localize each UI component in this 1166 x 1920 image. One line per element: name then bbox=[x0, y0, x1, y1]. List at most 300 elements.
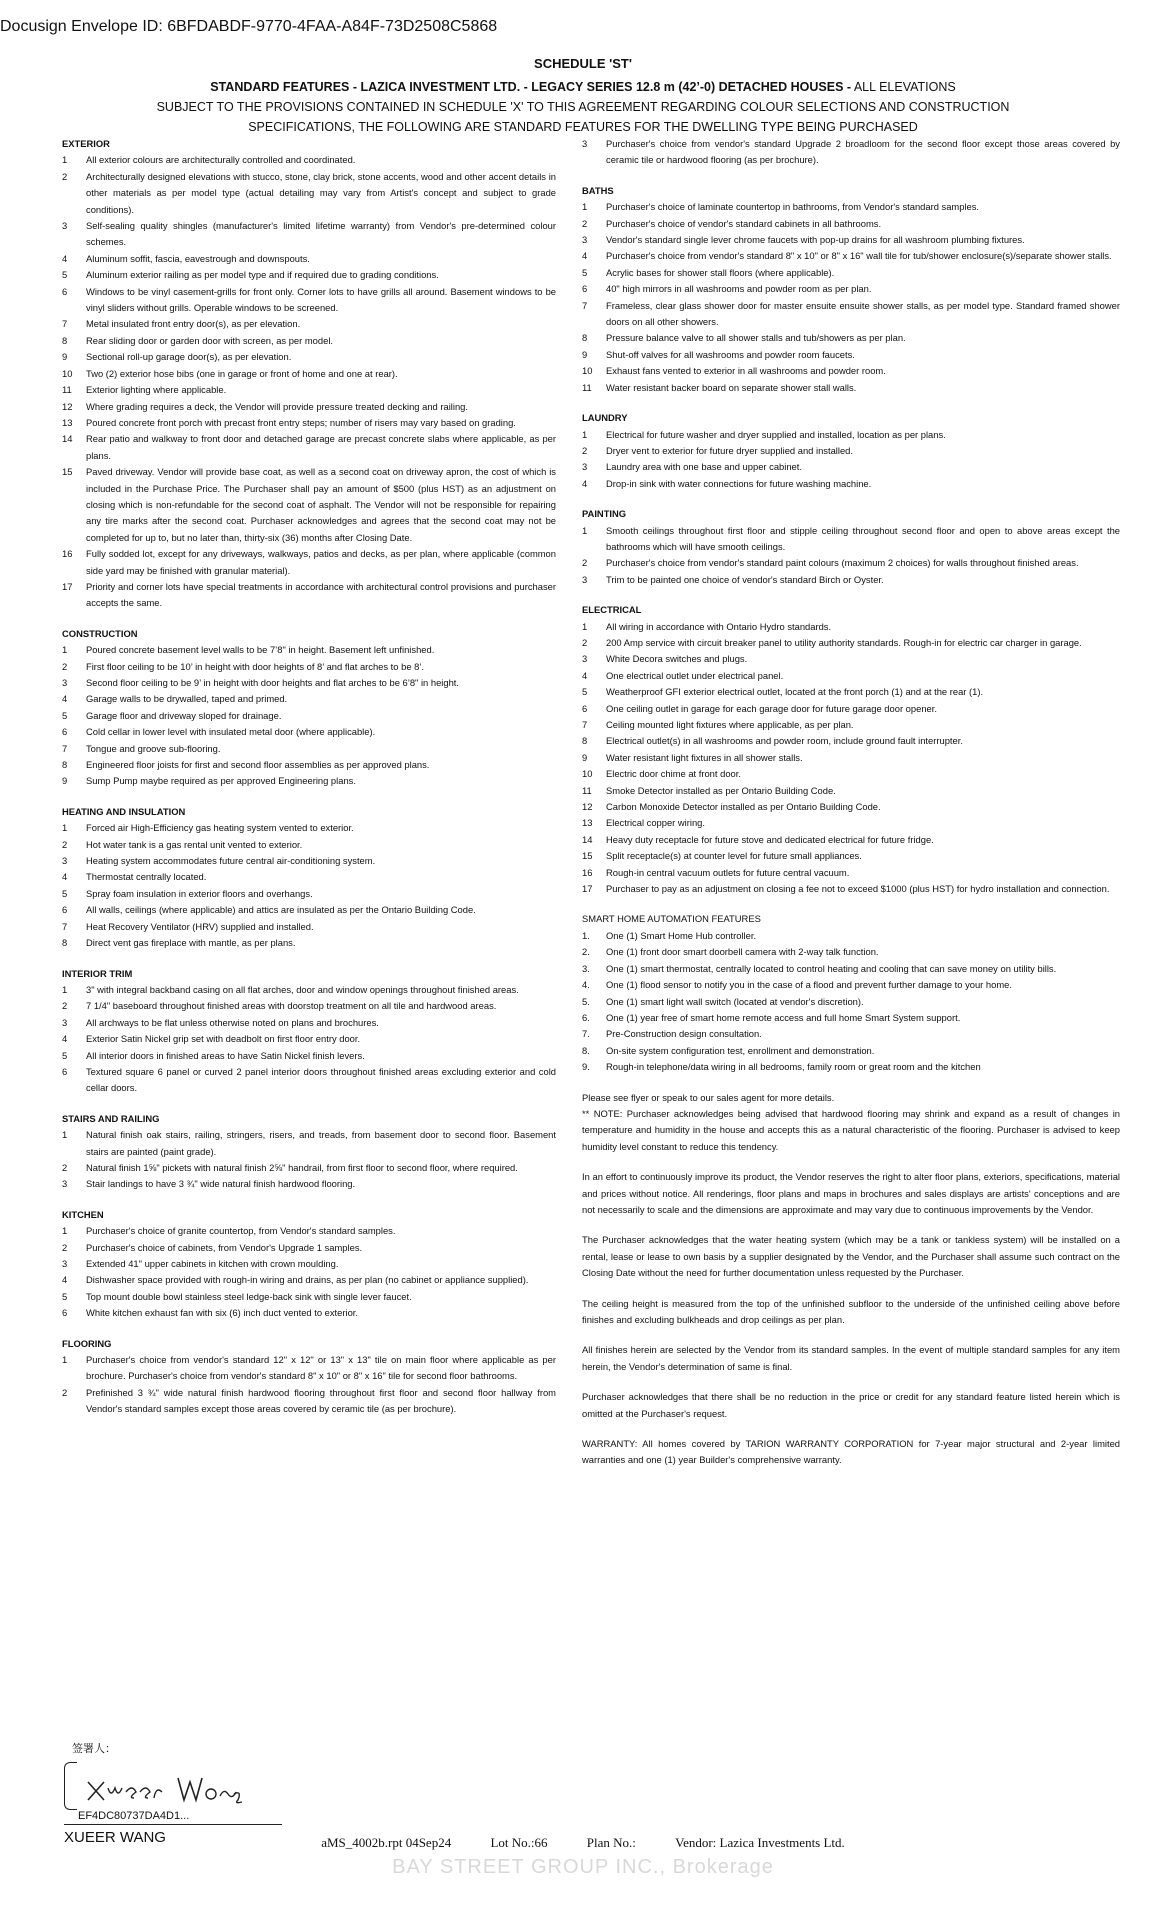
list-item bbox=[62, 366, 556, 382]
item-number: 12 bbox=[62, 400, 73, 412]
item-number: 1 bbox=[62, 154, 68, 166]
list-item bbox=[62, 316, 556, 332]
list-item bbox=[582, 347, 1120, 363]
item-text: Rough-in central vacuum outlets for future central vacuum. bbox=[606, 866, 850, 878]
item-text: 3" with integral backband casing on all flat arches, door and window openings throughout finished areas. bbox=[86, 983, 519, 995]
item-number: 6 bbox=[62, 726, 68, 738]
list-item bbox=[582, 281, 1120, 297]
item-text: White kitchen exhaust fan with six (6) inch duct vented to exterior. bbox=[86, 1307, 359, 1319]
item-text: Purchaser's choice from vendor's standard 8" x 10" or 8" x 16" wall tile for tub/shower enclosure(s)/separate shower stalls. bbox=[606, 250, 1112, 262]
list-item bbox=[62, 546, 556, 579]
item-number: 3 bbox=[62, 1258, 68, 1269]
section-title: ELECTRICAL bbox=[582, 604, 642, 616]
item-text: Fully sodded lot, except for any driveways, walkways, patios and decks, as per plan, where applicable (common side yard may be finished with granular material). bbox=[86, 548, 556, 576]
list-item bbox=[62, 431, 556, 464]
item-number: 5 bbox=[582, 266, 588, 278]
item-text: All exterior colours are architecturally controlled and coordinated. bbox=[86, 154, 356, 166]
item-text: White Decora switches and plugs. bbox=[606, 653, 748, 665]
item-text: Prefinished 3 ¾" wide natural finish hardwood flooring throughout first floor and second floor hallway from Vendor's standard samples except those areas covered by ceramic tile (as per brochure). bbox=[86, 1386, 556, 1415]
footer-file: aMS_4002b.rpt 04Sep24 bbox=[321, 1835, 452, 1850]
list-item bbox=[582, 572, 1120, 588]
envelope-id: Docusign Envelope ID: 6BFDABDF-9770-4FAA-A84F-73D2508C5868 bbox=[0, 18, 498, 35]
signature-rule bbox=[64, 1824, 282, 1825]
item-number: 2. bbox=[582, 946, 590, 958]
item-number: 6 bbox=[582, 702, 588, 714]
item-number: 13 bbox=[62, 416, 73, 428]
item-number: 5. bbox=[582, 995, 590, 1007]
item-text: Rear patio and walkway to front door and detached garage are precast concrete slabs where applicable, as per plans. bbox=[86, 433, 556, 461]
item-text: On-site system configuration test, enrollment and demonstration. bbox=[606, 1044, 875, 1056]
item-number: 2 bbox=[62, 1241, 68, 1253]
item-number: 3 bbox=[62, 220, 68, 232]
note-water-heating: The Purchaser acknowledges that the water heating system (which may be a tank or tankless system) will be installed on a rental, lease or lease to own basis by a supplier designated by the Vendor, and the Purchaser shall assume such contract on the Closing Date without the need for further documentation unless requested by the Purchaser. bbox=[582, 1234, 1120, 1279]
item-text: Electrical copper wiring. bbox=[606, 817, 705, 829]
item-text: Spray foam insulation in exterior floors and overhangs. bbox=[86, 887, 313, 899]
list-item bbox=[62, 708, 556, 724]
item-text: Pre-Construction design consultation. bbox=[606, 1028, 762, 1040]
item-number: 5 bbox=[582, 686, 588, 698]
item-number: 7 bbox=[62, 318, 68, 330]
list-item bbox=[62, 382, 556, 398]
item-number: 1 bbox=[582, 428, 588, 440]
item-number: 6 bbox=[582, 283, 588, 295]
footer-lot: Lot No.:66 bbox=[490, 1835, 548, 1850]
item-text: Purchaser's choice from vendor's standard paint colours (maximum 2 choices) for walls throughout finished areas. bbox=[606, 557, 1079, 569]
item-text: Self-sealing quality shingles (manufacturer's limited lifetime warranty) from Vendor's pre-determined colour schemes. bbox=[86, 220, 556, 248]
item-number: 1 bbox=[62, 822, 68, 834]
item-text: All walls, ceilings (where applicable) and attics are insulated as per the Ontario Building Code. bbox=[86, 904, 476, 916]
item-number: 3. bbox=[582, 962, 590, 974]
list-item bbox=[582, 459, 1120, 475]
list-item bbox=[582, 1059, 1120, 1075]
list-item bbox=[582, 783, 1120, 799]
item-text: 200 Amp service with circuit breaker panel to utility authority standards. Rough-in for electric car charger in garage. bbox=[606, 636, 1082, 648]
header-line-1 bbox=[60, 77, 1106, 97]
list-item bbox=[62, 1305, 556, 1321]
item-number: 4 bbox=[62, 1274, 68, 1286]
item-number: 2 bbox=[62, 1000, 68, 1012]
footer-vendor: Vendor: Lazica Investments Ltd. bbox=[675, 1835, 845, 1850]
list-item bbox=[582, 363, 1120, 379]
list-item bbox=[582, 380, 1120, 396]
item-text: All wiring in accordance with Ontario Hydro standards. bbox=[606, 620, 832, 632]
item-number: 1 bbox=[62, 1225, 68, 1237]
item-text: All archways to be flat unless otherwise noted on plans and brochures. bbox=[86, 1016, 379, 1028]
item-text: Paved driveway. Vendor will provide base coat, as well as a second coat on driveway apron, the cost of which is included in the Purchase Price. The Purchaser shall pay an amount of $500 (plus HST) as an adjustment on closing which is non-refundable for the second coat of asphalt. The Vendor will not be responsible for repairing any tire marks after the second coat. Purchaser acknowledges and agrees that the second coat may not be completed for up to, but no later than, thirty-six (36) months after Closing Date. bbox=[86, 466, 556, 543]
item-number: 9 bbox=[582, 348, 588, 360]
item-number: 3 bbox=[62, 677, 68, 688]
list-item bbox=[62, 267, 556, 283]
item-text: Drop-in sink with water connections for future washing machine. bbox=[606, 477, 872, 489]
list-item bbox=[62, 1272, 556, 1288]
item-number: 1 bbox=[62, 1129, 68, 1141]
list-item bbox=[62, 1289, 556, 1305]
list-item bbox=[582, 199, 1120, 215]
list-item bbox=[582, 635, 1120, 651]
list-item bbox=[62, 642, 556, 658]
item-number: 4. bbox=[582, 979, 590, 991]
list-item bbox=[582, 944, 1120, 960]
item-number: 7 bbox=[62, 742, 68, 754]
list-item bbox=[582, 961, 1120, 977]
item-number: 4 bbox=[62, 871, 68, 883]
signature-box bbox=[64, 1756, 294, 1816]
document-header bbox=[60, 56, 1106, 137]
note-ceiling: The ceiling height is measured from the top of the unfinished subfloor to the underside of the unfinished ceiling above before finishes and excluding bulkheads and drop ceilings as per plan. bbox=[582, 1297, 1120, 1325]
item-number: 8 bbox=[62, 937, 68, 949]
item-text: Textured square 6 panel or curved 2 panel interior doors throughout finished areas excluding exterior and cold cellar doors. bbox=[86, 1065, 556, 1094]
item-text: Electric door chime at front door. bbox=[606, 768, 741, 780]
item-number: 1 bbox=[582, 201, 588, 213]
item-text: Poured concrete basement level walls to be 7’8" in height. Basement left unfinished. bbox=[86, 644, 435, 656]
item-number: 14 bbox=[62, 433, 73, 445]
item-number: 11 bbox=[582, 381, 592, 393]
item-text: Purchaser's choice of granite countertop, from Vendor's standard samples. bbox=[86, 1225, 396, 1237]
list-item bbox=[62, 902, 556, 918]
list-item bbox=[582, 555, 1120, 571]
item-number: 2 bbox=[582, 444, 588, 456]
item-text: Carbon Monoxide Detector installed as per Ontario Building Code. bbox=[606, 801, 881, 813]
item-text: Electrical for future washer and dryer supplied and installed, location as per plans. bbox=[606, 428, 946, 440]
item-number: 11 bbox=[582, 784, 592, 796]
list-item bbox=[62, 724, 556, 740]
item-number: 2 bbox=[62, 170, 68, 182]
list-item bbox=[582, 232, 1120, 248]
item-number: 6 bbox=[62, 1065, 68, 1077]
list-item bbox=[582, 766, 1120, 782]
list-item bbox=[62, 333, 556, 349]
item-text: Stair landings to have 3 ¾" wide natural finish hardwood flooring. bbox=[86, 1178, 356, 1190]
list-item bbox=[582, 994, 1120, 1010]
item-number: 7 bbox=[582, 719, 588, 730]
item-number: 2 bbox=[582, 557, 588, 569]
item-text: Exterior lighting where applicable. bbox=[86, 384, 227, 396]
item-text: Top mount double bowl stainless steel ledge-back sink with single lever faucet. bbox=[86, 1290, 412, 1302]
list-item bbox=[582, 651, 1120, 667]
list-item bbox=[582, 330, 1120, 346]
list-item bbox=[62, 218, 556, 251]
item-text: Engineered floor joists for first and second floor assemblies as per approved plans. bbox=[86, 759, 430, 771]
item-number: 6 bbox=[62, 904, 68, 916]
list-item bbox=[582, 733, 1120, 749]
item-number: 8 bbox=[62, 334, 68, 346]
item-number: 1 bbox=[582, 620, 588, 632]
item-number: 3 bbox=[582, 573, 588, 585]
page-footer bbox=[0, 1835, 1166, 1851]
item-text: Exterior Satin Nickel grip set with deadbolt on first floor entry door. bbox=[86, 1033, 361, 1045]
item-text: Water resistant backer board on separate shower stall walls. bbox=[606, 381, 857, 393]
item-text: Two (2) exterior hose bibs (one in garage or front of home and one at rear). bbox=[86, 367, 398, 379]
item-text: Extended 41" upper cabinets in kitchen with crown moulding. bbox=[86, 1258, 339, 1269]
item-text: Forced air High-Efficiency gas heating system vented to exterior. bbox=[86, 822, 354, 834]
item-text: Shut-off valves for all washrooms and powder room faucets. bbox=[606, 348, 855, 360]
list-item bbox=[582, 928, 1120, 944]
list-item bbox=[582, 815, 1120, 831]
header-line-1-bold: STANDARD FEATURES - LAZICA INVESTMENT LTD. - LEGACY SERIES 12.8 m (42’-0) DETACHED HOUSES - bbox=[210, 80, 852, 94]
item-text: Laundry area with one base and upper cabinet. bbox=[606, 461, 802, 473]
item-text: One (1) flood sensor to notify you in the case of a flood and prevent further damage to your home. bbox=[606, 979, 1012, 991]
item-number: 1 bbox=[62, 983, 68, 995]
list-item bbox=[582, 427, 1120, 443]
item-number: 8. bbox=[582, 1044, 590, 1056]
item-number: 15 bbox=[582, 850, 593, 862]
list-item bbox=[582, 717, 1120, 733]
list-item bbox=[582, 684, 1120, 700]
list-item bbox=[62, 1160, 556, 1176]
item-text: All interior doors in finished areas to have Satin Nickel finish levers. bbox=[86, 1049, 365, 1061]
list-item bbox=[62, 579, 556, 612]
item-number: 3 bbox=[582, 653, 588, 665]
item-number: 4 bbox=[582, 669, 588, 681]
item-text: Purchaser's choice of laminate countertop in bathrooms, from Vendor's standard samples. bbox=[606, 201, 980, 213]
list-item bbox=[62, 820, 556, 836]
schedule-title: SCHEDULE 'ST' bbox=[534, 56, 632, 71]
item-text: One (1) smart thermostat, centrally located to control heating and cooling that can save money on utility bills. bbox=[606, 962, 1057, 974]
list-item bbox=[582, 750, 1120, 766]
item-text: Acrylic bases for shower stall floors (where applicable). bbox=[606, 266, 835, 278]
list-item bbox=[62, 1385, 556, 1418]
list-item bbox=[582, 1026, 1120, 1042]
item-text: Split receptacle(s) at counter level for future small appliances. bbox=[606, 850, 862, 862]
item-text: One ceiling outlet in garage for each garage door for future garage door opener. bbox=[606, 702, 937, 714]
list-item bbox=[62, 741, 556, 757]
item-text: Vendor's standard single lever chrome faucets with pop-up drains for all washroom plumbing fixtures. bbox=[606, 234, 1025, 246]
item-number: 5 bbox=[62, 1049, 68, 1061]
item-text: Pressure balance valve to all shower stalls and tub/showers as per plan. bbox=[606, 332, 906, 344]
list-item bbox=[62, 998, 556, 1014]
list-item bbox=[62, 169, 556, 218]
item-number: 4 bbox=[582, 250, 588, 262]
list-item bbox=[582, 136, 1120, 169]
handwritten-signature-image bbox=[82, 1760, 252, 1810]
list-item bbox=[582, 216, 1120, 232]
item-number: 9 bbox=[582, 751, 588, 763]
list-item bbox=[62, 869, 556, 885]
item-number: 2 bbox=[582, 217, 588, 229]
list-item bbox=[62, 415, 556, 431]
item-text: One (1) front door smart doorbell camera with 2-way talk function. bbox=[606, 946, 879, 958]
item-text: Natural finish 1⅝" pickets with natural finish 2⅝" handrail, from first floor to second floor, where required. bbox=[86, 1161, 518, 1173]
list-item bbox=[582, 248, 1120, 264]
item-number: 2 bbox=[62, 660, 68, 672]
list-item bbox=[62, 251, 556, 267]
item-number: 1 bbox=[582, 524, 588, 536]
list-item bbox=[62, 1176, 556, 1192]
list-item bbox=[62, 464, 556, 546]
list-item bbox=[582, 298, 1120, 331]
item-number: 8 bbox=[62, 759, 68, 771]
item-number: 10 bbox=[62, 367, 73, 379]
note-flyer: Please see flyer or speak to our sales agent for more details. bbox=[582, 1091, 835, 1103]
item-text: 40" high mirrors in all washrooms and powder room as per plan. bbox=[606, 283, 872, 295]
item-text: Tongue and groove sub-flooring. bbox=[86, 742, 221, 754]
section-title: STAIRS AND RAILING bbox=[62, 1112, 160, 1124]
item-text: 7 1/4" baseboard throughout finished areas with doorstop treatment on all tile and hardwood areas. bbox=[86, 1000, 497, 1012]
item-text: Hot water tank is a gas rental unit vented to exterior. bbox=[86, 838, 303, 850]
item-text: Heating system accommodates future central air-conditioning system. bbox=[86, 855, 376, 867]
item-number: 5 bbox=[62, 1290, 68, 1302]
item-text: Heat Recovery Ventilator (HRV) supplied and installed. bbox=[86, 920, 314, 932]
item-text: Smoke Detector installed as per Ontario Building Code. bbox=[606, 784, 836, 796]
item-text: One (1) year free of smart home remote access and full home Smart System support. bbox=[606, 1011, 961, 1023]
list-item bbox=[62, 691, 556, 707]
list-item bbox=[62, 399, 556, 415]
item-number: 3 bbox=[62, 1016, 68, 1028]
signature-bracket bbox=[64, 1762, 77, 1810]
list-item bbox=[62, 659, 556, 675]
item-text: Dryer vent to exterior for future dryer supplied and installed. bbox=[606, 444, 853, 456]
item-number: 1 bbox=[62, 644, 68, 656]
item-number: 17 bbox=[582, 883, 593, 895]
item-text: Rough-in telephone/data wiring in all bedrooms, family room or great room and the kitchen bbox=[606, 1061, 981, 1073]
list-item bbox=[62, 773, 556, 789]
section-title: SMART HOME AUTOMATION FEATURES bbox=[582, 913, 761, 925]
item-text: Ceiling mounted light fixtures where applicable, as per plan. bbox=[606, 719, 854, 730]
item-number: 17 bbox=[62, 580, 73, 592]
item-number: 2 bbox=[62, 1161, 68, 1173]
item-number: 2 bbox=[582, 636, 588, 648]
list-item bbox=[582, 619, 1120, 635]
item-number: 4 bbox=[62, 693, 68, 705]
section-title: HEATING AND INSULATION bbox=[62, 805, 186, 817]
item-number: 12 bbox=[582, 801, 593, 813]
item-number: 2 bbox=[62, 838, 68, 850]
item-number: 3 bbox=[62, 855, 68, 867]
item-number: 13 bbox=[582, 817, 593, 829]
item-number: 9 bbox=[62, 775, 68, 787]
item-text: Direct vent gas fireplace with mantle, as per plans. bbox=[86, 937, 296, 949]
header-line-2: SUBJECT TO THE PROVISIONS CONTAINED IN SCHEDULE 'X' TO THIS AGREEMENT REGARDING COLOUR SELECTIONS AND CONSTRUCTION bbox=[156, 100, 1010, 114]
item-number: 6. bbox=[582, 1011, 590, 1023]
list-item bbox=[62, 1031, 556, 1047]
signer-name: XUEER WANG bbox=[64, 1829, 166, 1846]
item-text: Purchaser's choice of vendor's standard cabinets in all bathrooms. bbox=[606, 217, 882, 229]
item-number: 15 bbox=[62, 466, 73, 478]
item-number: 7 bbox=[582, 299, 588, 311]
list-item bbox=[62, 1064, 556, 1097]
list-item bbox=[582, 1010, 1120, 1026]
note-improve: In an effort to continuously improve its product, the Vendor reserves the right to alter floor plans, exteriors, specifications, material and prices without notice. All renderings, floor plans and maps in brochures and sales displays are artists' conceptions and are not necessarily to scale and the dimensions are approximate and may vary due to continuous improvements by the Vendor. bbox=[582, 1171, 1120, 1215]
item-text: Thermostat centrally located. bbox=[86, 871, 207, 883]
item-number: 3 bbox=[62, 1178, 68, 1190]
item-text: Heavy duty receptacle for future stove and dedicated electrical for future fridge. bbox=[606, 833, 934, 845]
item-text: Electrical outlet(s) in all washrooms and powder room, include ground fault interrupter. bbox=[606, 735, 963, 747]
list-item bbox=[62, 1223, 556, 1239]
list-item bbox=[62, 1256, 556, 1272]
item-number: 6 bbox=[62, 1307, 68, 1319]
item-text: Sump Pump maybe required as per approved Engineering plans. bbox=[86, 775, 356, 787]
item-number: 10 bbox=[582, 365, 593, 377]
item-number: 8 bbox=[582, 735, 588, 747]
item-text: Priority and corner lots have special treatments in accordance with architectural control provisions and purchaser accepts the same. bbox=[86, 580, 556, 609]
item-text: One (1) smart light wall switch (located at vendor's discretion). bbox=[606, 995, 864, 1007]
item-number: 7. bbox=[582, 1028, 590, 1040]
footer-plan: Plan No.: bbox=[586, 1835, 636, 1850]
signature-block bbox=[64, 1740, 294, 1846]
list-item bbox=[62, 152, 556, 168]
list-item bbox=[582, 799, 1120, 815]
right-column bbox=[582, 136, 1120, 1469]
list-item bbox=[582, 881, 1120, 897]
note-finishes: All finishes herein are selected by the Vendor from its standard samples. In the event of multiple standard samples for any item herein, the Vendor's determination of same is final. bbox=[582, 1344, 1120, 1372]
item-text: Natural finish oak stairs, railing, stringers, risers, and treads, from basement door to second floor. Basement stairs are painted (paint grade). bbox=[86, 1129, 556, 1157]
item-number: 5 bbox=[62, 269, 68, 281]
list-item bbox=[582, 832, 1120, 848]
list-item bbox=[62, 982, 556, 998]
list-item bbox=[62, 1352, 556, 1385]
item-number: 4 bbox=[62, 252, 68, 264]
item-text: Aluminum exterior railing as per model type and if required due to grading conditions. bbox=[86, 269, 439, 281]
item-text: Architecturally designed elevations with stucco, stone, clay brick, stone accents, wood and other accent details in other materials as per model type (actual detailing may vary from Artist's concept and subject to grade conditions). bbox=[86, 170, 556, 215]
section-title: LAUNDRY bbox=[582, 412, 628, 424]
section-title: FLOORING bbox=[62, 1337, 112, 1349]
section-title: INTERIOR TRIM bbox=[62, 967, 133, 979]
item-number: 5 bbox=[62, 709, 68, 721]
item-text: Dishwasher space provided with rough-in wiring and drains, as per plan (no cabinet or appliance supplied). bbox=[86, 1274, 529, 1286]
item-number: 16 bbox=[62, 548, 73, 560]
item-text: Aluminum soffit, fascia, eavestrough and downspouts. bbox=[86, 252, 310, 264]
item-text: Trim to be painted one choice of vendor's standard Birch or Oyster. bbox=[606, 573, 884, 585]
item-number: 5 bbox=[62, 887, 68, 899]
item-text: Purchaser's choice from vendor's standard Upgrade 2 broadloom for the second floor except those areas covered by ceramic tile or hardwood flooring (as per brochure). bbox=[606, 138, 1120, 166]
item-number: 1. bbox=[582, 929, 590, 941]
section-title: BATHS bbox=[582, 184, 614, 196]
list-item bbox=[582, 523, 1120, 556]
item-text: One electrical outlet under electrical panel. bbox=[606, 669, 784, 681]
list-item bbox=[62, 1048, 556, 1064]
note-no-reduction: Purchaser acknowledges that there shall be no reduction in the price or credit for any standard feature listed herein which is omitted at the Purchaser's request. bbox=[582, 1391, 1120, 1419]
signature-id: EF4DC80737DA4D1... bbox=[78, 1810, 190, 1822]
item-number: 6 bbox=[62, 285, 68, 297]
list-item bbox=[582, 1043, 1120, 1059]
item-text: Purchaser to pay as an adjustment on closing a fee not to exceed $1000 (plus HST) for hydro installation and connection. bbox=[606, 883, 1110, 895]
item-text: Garage floor and driveway sloped for drainage. bbox=[86, 709, 282, 721]
item-text: Frameless, clear glass shower door for master ensuite ensuite shower stalls, as per model type. Standard framed shower doors on all other showers. bbox=[606, 299, 1120, 328]
item-text: Garage walls to be drywalled, taped and primed. bbox=[86, 693, 288, 705]
note-hardwood: ** NOTE: Purchaser acknowledges being advised that hardwood flooring may shrink and expand as a result of changes in temperature and humidity in the house and accepts this as a natural characteristic of the flooring. Purchaser is advised to keep humidity level constant to reduce this tendency. bbox=[582, 1107, 1120, 1152]
item-text: Purchaser's choice of cabinets, from Vendor's Upgrade 1 samples. bbox=[86, 1241, 363, 1253]
item-number: 8 bbox=[582, 332, 588, 344]
item-text: Metal insulated front entry door(s), as per elevation. bbox=[86, 318, 301, 330]
list-item bbox=[582, 701, 1120, 717]
note-warranty: WARRANTY: All homes covered by TARION WARRANTY CORPORATION for 7-year major structural and 2-year limited warranties and one (1) year Builder's comprehensive warranty. bbox=[582, 1438, 1120, 1466]
list-item bbox=[62, 349, 556, 365]
item-text: Poured concrete front porch with precast front entry steps; number of risers may vary based on grading. bbox=[86, 416, 516, 428]
list-item bbox=[62, 1240, 556, 1256]
item-text: Cold cellar in lower level with insulated metal door (where applicable). bbox=[86, 726, 376, 738]
item-number: 4 bbox=[582, 477, 588, 489]
item-text: Water resistant light fixtures in all shower stalls. bbox=[606, 751, 803, 763]
list-item bbox=[582, 265, 1120, 281]
list-item bbox=[62, 919, 556, 935]
item-number: 14 bbox=[582, 833, 593, 845]
list-item bbox=[62, 284, 556, 317]
item-number: 3 bbox=[582, 138, 588, 149]
item-text: Exhaust fans vented to exterior in all washrooms and powder room. bbox=[606, 365, 886, 377]
item-text: Where grading requires a deck, the Vendor will provide pressure treated decking and railing. bbox=[86, 400, 468, 412]
signature-label: 签署人： bbox=[72, 1743, 116, 1755]
item-number: 10 bbox=[582, 768, 593, 780]
item-number: 7 bbox=[62, 920, 68, 932]
item-text: Purchaser's choice from vendor's standard 12" x 12" or 13" x 13" tile on main floor where applicable as per brochure. Purchaser's choice from vendor's standard 8" x 10" or 8" x 16" tile for second floor bathrooms. bbox=[86, 1354, 556, 1382]
item-text: Second floor ceiling to be 9’ in height with door heights and flat arches to be 6’8" in height. bbox=[86, 677, 460, 688]
item-text: First floor ceiling to be 10’ in height with door heights of 8’ and flat arches to be 8’. bbox=[86, 660, 425, 672]
section-title: KITCHEN bbox=[62, 1208, 104, 1220]
list-item bbox=[582, 865, 1120, 881]
list-item bbox=[582, 668, 1120, 684]
item-number: 3 bbox=[582, 461, 588, 473]
left-column bbox=[62, 136, 556, 1418]
